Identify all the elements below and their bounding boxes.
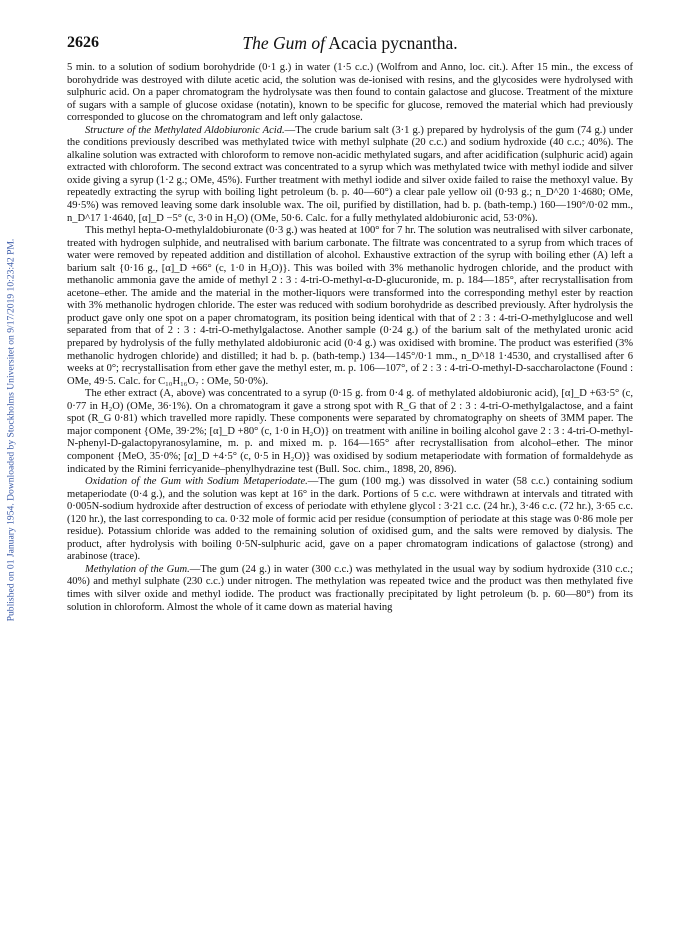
paragraph-2 (67, 125, 633, 225)
paragraph-4-text: The ether extract (A, above) was concentrated to a syrup (0·15 g. from 0·4 g. of methylated aldobiuronic acid), [α]_D +63·5° (c, 0·77 in H₂O) (OMe, 36·1%). On a chromatogram it gave a strong spot with R_G that of 2 : 3 : 4-tri-O-methylgalactose, and a faint spot (R_G 0·81) which travelled more rapidly. These components were separated by chromatography on sheets of 3MM paper. The major component {OMe, 39·2%; [α]_D +80° (c, 1·0 in H₂O)} on treatment with aniline in boiling alcohol gave 2 : 3 : 4-tri-O-methyl-N-phenyl-D-galactopyranosylamine, m. p. and mixed m. p. 164—165° after recrystallisation from alcohol–ether. The minor component {MeO, 35·0%; [α]_D +4·5° (c, 0·5 in H₂O)} was oxidised by sodium metaperiodate with formation of formaldehyde as indicated by the Rimini ferricyanide–phenylhydrazine test (Bull. Soc. chim., 1898, 20, 896). (67, 388, 633, 475)
paragraph-5-text: —The gum (100 mg.) was dissolved in water (58 c.c.) containing sodium metaperiodate (0·4 g.), and the solution was kept at 16° in the dark. Portions of 5 c.c. were withdrawn at intervals and titrated with 0·005N-sodium hydroxide after destruction of excess of periodate with ethylene glycol : 3·21 c.c. (24 hr.), 3·46 c.c. (72 hr.), 3·65 c.c. (120 hr.), the last corresponding to ca. 0·32 mole of formic acid per residue (consumption of periodate at this stage was 0·86 mole per residue). Potassium chloride was added to the remaining solution of oxidised gum, and the salts were removed by dialysis. The product, after hydrolysis with boiling 0·5N-sulphuric acid, gave on a paper chromatogram indications of galactose (strong) and arabinose (trace). (67, 476, 633, 563)
paragraph-2-text: —The crude barium salt (3·1 g.) prepared by hydrolysis of the gum (74 g.) under the conditions previously described was methylated twice with methyl sulphate (20 c.c.) and sodium hydroxide (40 c.c.; 40%). The alkaline solution was extracted with chloroform to remove non-acidic methylated sugars, and after acidification (sulphuric acid) again extracted with chloroform. The second extract was concentrated to a syrup which was methylated twice with methyl iodide and silver oxide giving a syrup (1·2 g.; OMe, 45%). Further treatment with methyl iodide and silver oxide failed to raise the methoxyl value. By repeatedly extracting the syrup with boiling light petroleum (b. p. 40—60°) a clear pale yellow oil (0·93 g.; n_D^20 1·4680; OMe, 49·5%) was removed leaving some dark insoluble wax. The oil, purified by distillation, had b. p. (bath-temp.) 160—190°/0·02 mm., n_D^17 1·4640, [α]_D −5° (c, 3·0 in H₂O) (OMe, 50·6. Calc. for a fully methylated aldobiuronic acid, 53·0%). (67, 124, 633, 224)
page-number: 2626 (67, 34, 99, 51)
paragraph-1 (67, 62, 633, 125)
running-title (67, 33, 633, 54)
paragraph-1-text: 5 min. to a solution of sodium borohydride (0·1 g.) in water (1·5 c.c.) (Wolfrom and Anno, loc. cit.). After 15 min., the excess of borohydride was destroyed with dilute acetic acid, the solution was de-ionised with resins, and the glycosides were hydrolysed with sulphuric acid. On a paper chromatogram the hydrolysate was then found to contain galactose and glucose. Treatment of the mixture of sugars with a sample of glucose oxidase (notatin), known to be specific for glucose, removed the material which had previously corresponded to glucose on the chromatogram and left only galactose. (67, 62, 633, 124)
running-title-prefix: The Gum of (242, 33, 325, 53)
running-title-species: Acacia pycnantha. (328, 33, 458, 53)
paragraph-3 (67, 225, 633, 388)
running-header (67, 34, 633, 56)
paragraph-6-text: —The gum (24 g.) in water (300 c.c.) was methylated in the usual way by sodium hydroxide (310 c.c.; 40%) and methyl sulphate (230 c.c.) under nitrogen. The methylation was repeated twice and the product was then methylated five times with silver oxide and methyl iodide. The product was fractionally precipitated by light petroleum (b. p. 60—80°) from its solution in chloroform. Almost the whole of it came down as material having (67, 563, 633, 613)
publication-sidebar (0, 150, 22, 710)
paragraph-6 (67, 564, 633, 614)
paragraph-5 (67, 476, 633, 564)
article-body (67, 62, 633, 614)
paragraph-4 (67, 388, 633, 476)
download-watermark-link[interactable]: Published on 01 January 1954. Downloaded by Stockholms Universitet on 9/17/2019 10:23:42 PM. (5, 238, 17, 622)
section-heading-periodate-oxidation: Oxidation of the Gum with Sodium Metaperiodate. (85, 476, 308, 488)
section-heading-methylation-of-gum: Methylation of the Gum. (85, 563, 190, 575)
section-heading-methylated-aldobiuronic-acid: Structure of the Methylated Aldobiuronic Acid. (85, 124, 285, 136)
paragraph-3-text: This methyl hepta-O-methylaldobiuronate (0·3 g.) was heated at 100° for 7 hr. The solution was neutralised with silver carbonate, treated with hydrogen sulphide, and neutralised with barium carbonate. The filtrate was concentrated to a syrup from which traces of water were removed by repeated addition and distillation of alcohol. Exhaustive extraction of the syrup with boiling ether (A) left a barium salt {0·16 g., [α]_D +66° (c, 1·0 in H₂O)}. This was boiled with 3% methanolic hydrogen chloride, and the product with methanolic ammonia gave the amide of methyl 2 : 3 : 4-tri-O-methyl-α-D-glucuronide, m. p. 184—185°, after recrystallisation from acetone–ether. The amide and the material in the mother-liquors were transformed into the corresponding methyl ester by reaction with 3% methanolic hydrogen chloride. The ester was reduced with sodium borohydride as described previously. After hydrolysis the product gave only one spot on a paper chromatogram, its position being identical with that of 2 : 3 : 4-tri-O-methylglucose and well separated from that of 2 : 3 : 4-tri-O-methylgalactose. Another sample (0·24 g.) of the barium salt of the methylated uronic acid prepared by hydrolysis of the fully methylated aldobiuronic acid (0·4 g.) was oxidised with bromine. The product was esterified (3% methanolic hydrogen chloride) and distilled; it had b. p. (bath-temp.) 134—145°/0·1 mm., n_D^18 1·4530, and crystallised after 6 weeks at 0°; recrystallisation from ether gave the methyl ester, m. p. 106—107°, of 2 : 3 : 4-tri-O-methyl-D-saccharolactone (Found : OMe, 49·5. Calc. for C₁₀H₁₆O₇ : OMe, 50·0%). (67, 225, 633, 387)
